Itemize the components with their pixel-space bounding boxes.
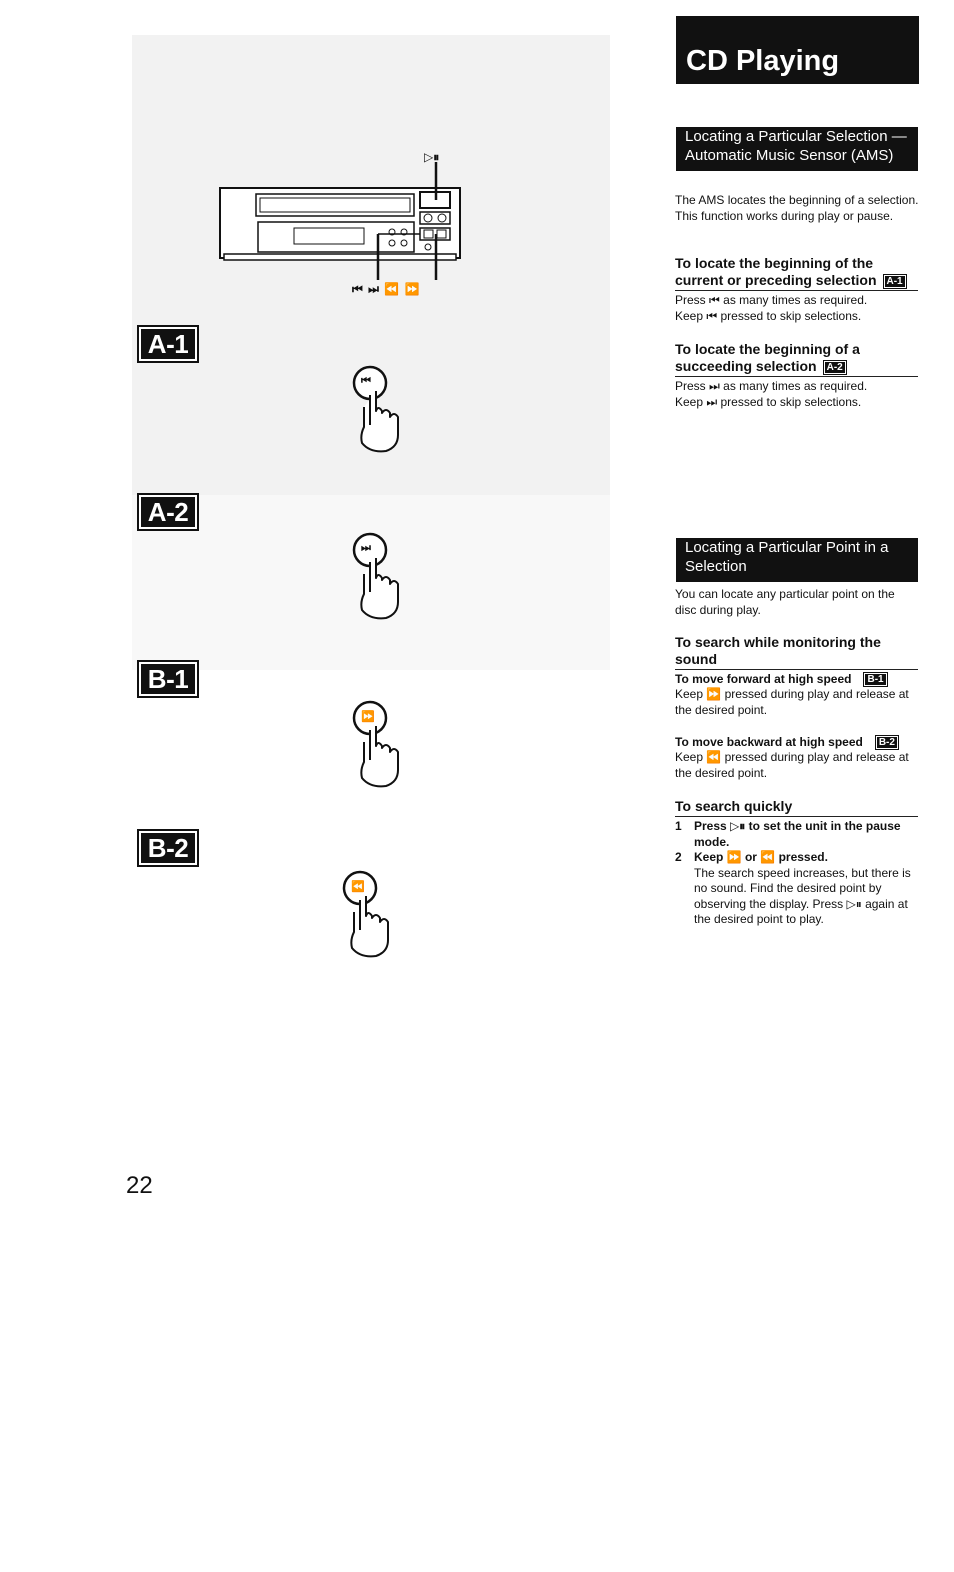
- ams-current-line-2: Keep ⏮ pressed to skip selections.: [675, 308, 862, 323]
- ref-tag-a2: A-2: [823, 360, 847, 375]
- ams-current-heading: To locate the beginning of the current or preceding selection A-1: [675, 255, 918, 291]
- quick-block: [675, 798, 918, 928]
- play-pause-label: ▷⏸: [424, 150, 440, 164]
- fast-forward-icon: ⏩: [361, 711, 375, 723]
- figure-tag-b2: B-2: [137, 829, 199, 867]
- quick-step-2-body: The search speed increases, but there is no sound. Find the desired point by observing the display. Press ▷⏸ again at the desired point to play.: [694, 865, 911, 926]
- quick-step-2: 2 Keep ⏩ or ⏪ pressed.: [675, 850, 828, 864]
- ams-intro: [675, 193, 920, 224]
- section-heading-point: Locating a Particular Point in a Selection: [676, 538, 918, 582]
- ams-intro-2: This function works during play or pause.: [675, 208, 894, 223]
- quick-step-1: 1 Press ▷⏸ to set the unit in the pause mode.: [675, 819, 901, 849]
- ref-tag-a1: A-1: [883, 274, 907, 289]
- quick-step-2-number: 2: [675, 850, 682, 864]
- figure-tag-a1: A-1: [137, 325, 199, 363]
- page-number: 22: [126, 1172, 153, 1199]
- page-title: CD Playing: [686, 45, 840, 77]
- rewind-icon: ⏪: [351, 881, 365, 893]
- hand-press-skip-back: [350, 365, 410, 460]
- point-intro: You can locate any particular point on the disc during play.: [675, 587, 895, 617]
- ams-intro-1: The AMS locates the beginning of a selection.: [675, 193, 919, 207]
- page-title-bar: [676, 16, 919, 84]
- ams-succeeding-line-1: Press ⏭ as many times as required.: [675, 379, 868, 393]
- transport-button-labels: ⏮ ⏭ ⏪ ⏩: [352, 282, 421, 296]
- ams-succeeding-line-2: Keep ⏭ pressed to skip selections.: [675, 394, 862, 409]
- skip-forward-icon: ⏭: [361, 542, 371, 554]
- backward-text: Keep ⏪ pressed during play and release at the desired point.: [675, 750, 909, 780]
- forward-heading: To move forward at high speed B-1: [675, 672, 918, 687]
- ams-succeeding-block: [675, 341, 918, 410]
- ams-succeeding-heading: To locate the beginning of a succeeding selection A-2: [675, 341, 918, 377]
- figure-tag-a2: A-2: [137, 493, 199, 531]
- cd-player-illustration: [214, 150, 474, 310]
- ams-current-line-1: Press ⏮ as many times as required.: [675, 293, 868, 307]
- point-intro-block: [675, 587, 910, 618]
- backward-block: [675, 735, 918, 781]
- ams-current-block: [675, 255, 918, 324]
- hand-press-skip-forward: [350, 532, 410, 627]
- hand-press-rewind: [340, 870, 400, 965]
- figure-tag-b1: B-1: [137, 660, 199, 698]
- section-heading-ams: Locating a Particular Selection — Automatic Music Sensor (AMS): [676, 127, 918, 171]
- forward-text: Keep ⏩ pressed during play and release at the desired point.: [675, 687, 909, 717]
- quick-heading: To search quickly: [675, 798, 918, 817]
- hand-press-fast-forward: [350, 700, 410, 795]
- ref-tag-b1: B-1: [863, 672, 887, 687]
- monitor-heading: To search while monitoring the sound: [675, 634, 918, 670]
- quick-step-1-number: 1: [675, 819, 682, 833]
- backward-heading: To move backward at high speed B-2: [675, 735, 918, 750]
- ref-tag-b2: B-2: [875, 735, 899, 750]
- skip-back-icon: ⏮: [361, 375, 371, 387]
- monitor-block: [675, 634, 918, 718]
